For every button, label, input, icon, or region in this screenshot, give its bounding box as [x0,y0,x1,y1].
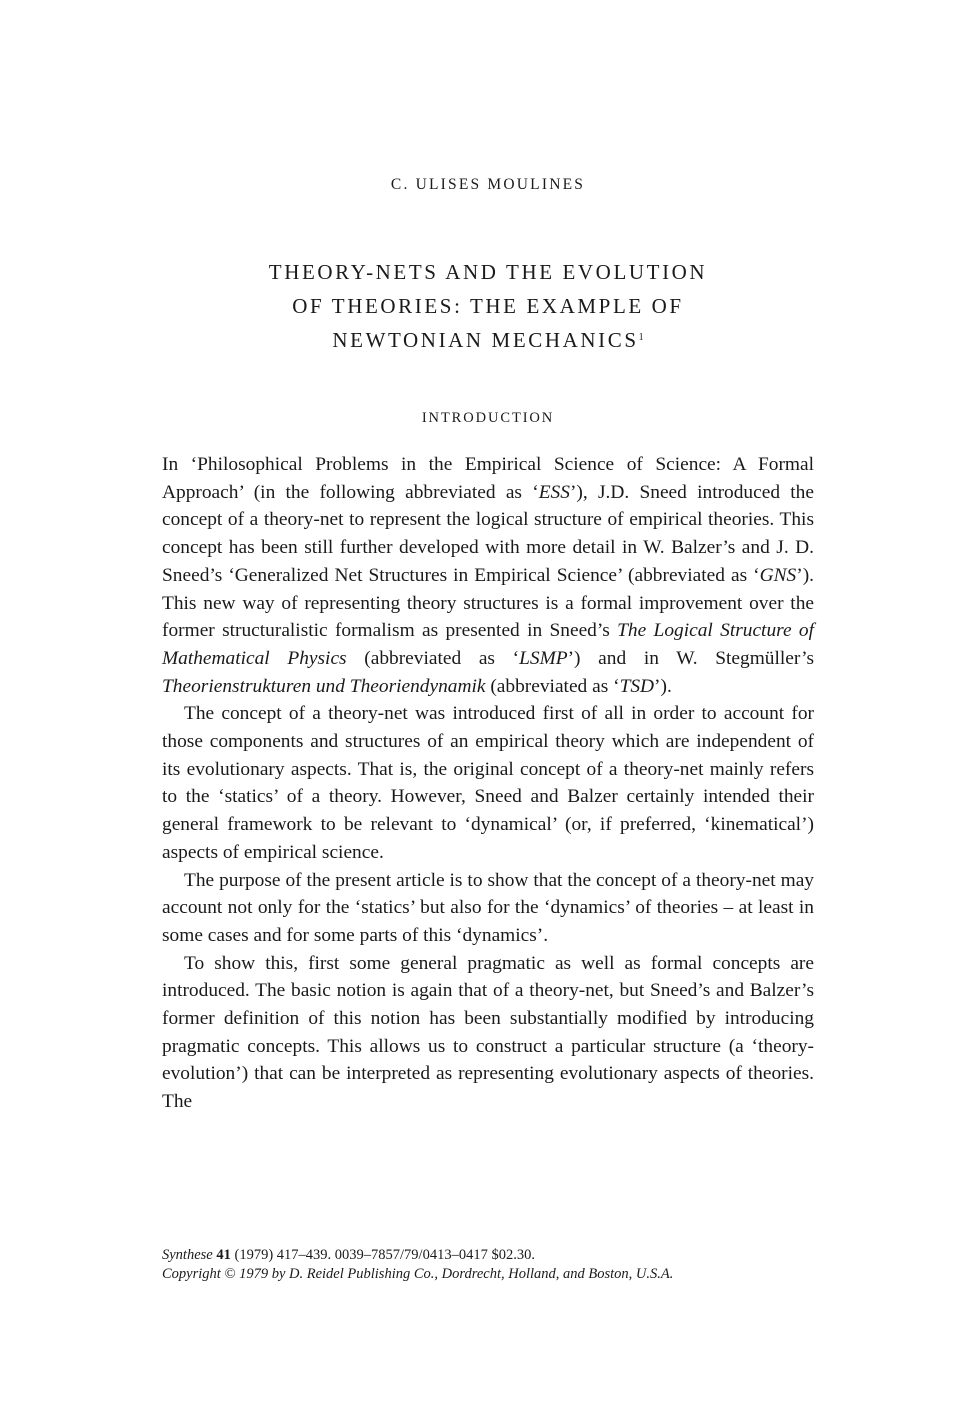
article-body [162,451,814,1116]
book-title-tsd: Theorienstrukturen und Theoriendynamik [162,675,486,697]
title-line-1: THEORY-NETS AND THE EVOLUTION [268,260,708,284]
paragraph-1-text-6: (abbreviated as ‘ [485,675,620,697]
citation-line [162,1246,842,1265]
paragraph-1-text-2: ’), J.D. Sneed introduced the concept of a theory-net to represent the logical structure of empirical theories. This concept has been still further developed with more detail in W. Balzer’s and J. D. Sneed’s ‘Generalized Net Structures in Empirical Science’ (abbreviated as ‘ [162,481,814,586]
journal-name: Synthese [162,1247,213,1263]
title-footnote-mark[interactable]: 1 [638,332,644,343]
paragraph-4: To show this, first some general pragmatic as well as formal concepts are introduced. The basic notion is again that of a theory-net, but Sneed’s and Balzer’s former definition of this notion has been substantially modified by introducing pragmatic concepts. This allows us to construct a particular structure (a ‘theory-evolution’) that can be interpreted as representing evolutionary aspects of theories. The [162,952,814,1113]
title-line-3-text: NEWTONIAN MECHANICS [332,328,639,352]
paragraph-2: The concept of a theory-net was introduced first of all in order to account for those components and structures of an empirical theory which are independent of its evolutionary aspects. That is, the original concept of a theory-net mainly refers to the ‘statics’ of a theory. However, Sneed and Balzer certainly intended their general framework to be relevant to ‘dynamical’ (or, if preferred, ‘kinematical’) aspects of empirical science. [162,703,814,863]
title-line-3 [162,323,814,357]
citation-details: (1979) 417–439. 0039–7857/79/0413–0417 $02.30. [234,1247,535,1263]
paragraph-1-text-1: In ‘Philosophical Problems in the Empirical Science of Science: A Formal Approach’ (in the following abbreviated as ‘ [162,454,814,503]
paragraph-1 [162,451,814,700]
publication-footer [162,1246,842,1284]
article-title [162,255,814,357]
title-line-2: OF THEORIES: THE EXAMPLE OF [292,294,684,318]
paragraph-1-text-3: ’). This new way of representing theory structures is a formal improvement over the former structuralistic formalism as presented in Sneed’s [162,564,814,642]
abbrev-lsmp: LSMP [519,647,568,669]
book-title-lsmp: The Logical Structure of Mathematical Physics [162,620,814,669]
paragraph-3: The purpose of the present article is to show that the concept of a theory-net may account not only for the ‘statics’ but also for the ‘dynamics’ of theories – at least in some cases and for some parts of this ‘dynamics’. [162,869,814,946]
copyright-line: Copyright © 1979 by D. Reidel Publishing Co., Dordrecht, Holland, and Boston, U.S.A. [162,1266,674,1282]
abbrev-ess: ESS [538,481,570,503]
paragraph-1-text-4: (abbreviated as ‘ [346,647,520,669]
journal-volume: 41 [216,1247,231,1263]
abbrev-gns: GNS [759,564,797,586]
author-name: C. ULISES MOULINES [390,176,586,193]
section-heading: INTRODUCTION [421,410,555,426]
abbrev-tsd: TSD [619,675,655,697]
paragraph-1-text-5: ’) and in W. Stegmüller’s [567,647,814,669]
paragraph-1-text-7: ’). [654,675,672,697]
